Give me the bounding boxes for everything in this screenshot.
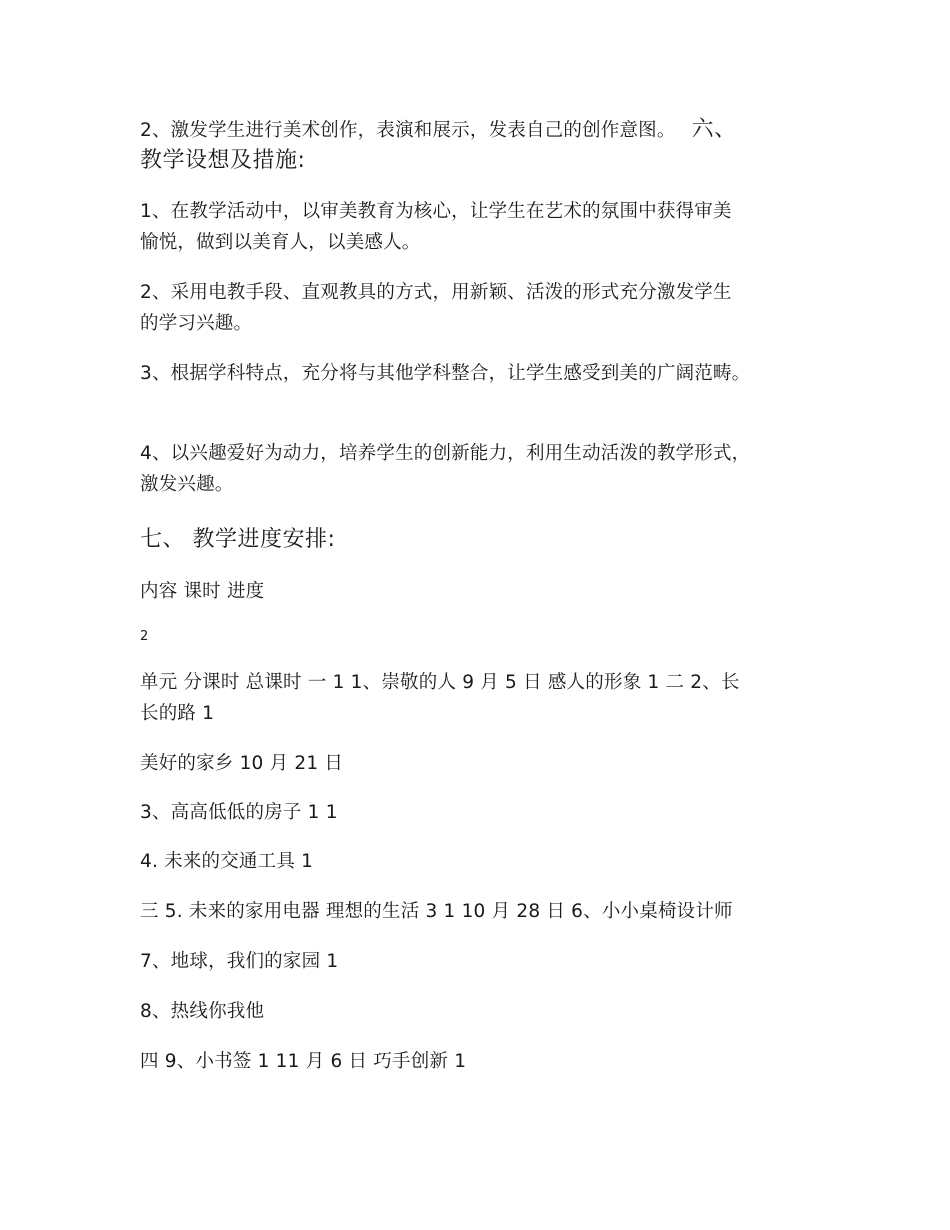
paragraph-text: 2、激发学生进行美术创作，表演和展示，发表自己的创作意图。: [140, 120, 676, 141]
schedule-line: 长的路 1: [140, 703, 215, 724]
schedule-line: 7、地球，我们的家园 1: [140, 951, 339, 972]
schedule-line: 4. 未来的交通工具 1: [140, 851, 314, 872]
paragraph-line: 的学习兴趣。: [140, 313, 253, 334]
paragraph-line: [140, 115, 820, 146]
document-page: [140, 0, 820, 1230]
schedule-line: 单元 分课时 总课时 一 1 1、崇敬的人 9 月 5 日 感人的形象 1 二 2、长: [140, 672, 740, 693]
schedule-line: 四 9、小书签 1 11 月 6 日 巧手创新 1: [140, 1051, 467, 1072]
section-heading-six: 教学设想及措施:: [140, 148, 306, 173]
paragraph-line: 3、根据学科特点，充分将与其他学科整合，让学生感受到美的广阔范畴。: [140, 363, 751, 384]
paragraph-line: 愉悦，做到以美育人，以美感人。: [140, 232, 421, 253]
schedule-line: 三 5. 未来的家用电器 理想的生活 3 1 10 月 28 日 6、小小桌椅设计师: [140, 901, 733, 922]
paragraph-line: 激发兴趣。: [140, 474, 234, 495]
table-header: 内容 课时 进度: [140, 581, 265, 602]
schedule-line: 8、热线你我他: [140, 1001, 265, 1022]
schedule-line: 3、高高低低的房子 1 1: [140, 802, 338, 823]
paragraph-line: 2、采用电教手段、直观教具的方式，用新颖、活泼的形式充分激发学生: [140, 282, 732, 303]
section-heading-seven: 七、 教学进度安排:: [140, 527, 336, 552]
inline-heading: 六、: [691, 117, 737, 142]
schedule-line: 美好的家乡 10 月 21 日: [140, 753, 344, 774]
paragraph-line: 1、在教学活动中，以审美教育为核心，让学生在艺术的氛围中获得审美: [140, 201, 732, 222]
page-number: 2: [140, 629, 149, 644]
paragraph-line: 4、以兴趣爱好为动力，培养学生的创新能力，利用生动活泼的教学形式，: [140, 443, 751, 464]
